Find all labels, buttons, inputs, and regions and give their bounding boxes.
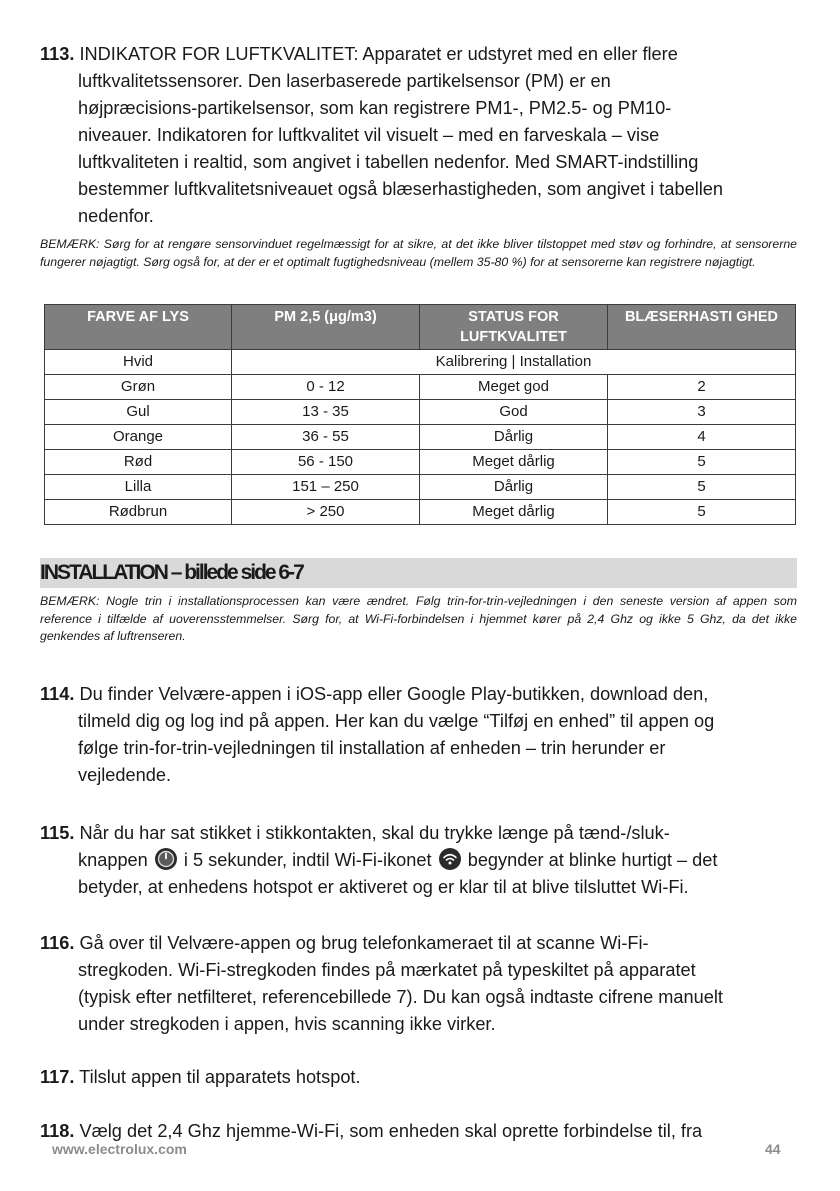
wifi-icon [439, 848, 461, 870]
table-row: Gul 13 - 35 God 3 [45, 400, 796, 425]
air-quality-table [44, 304, 796, 525]
header-air-status: STATUS FOR LUFTKVALITET [420, 305, 608, 350]
page-number: 44 [765, 1141, 781, 1157]
table-row: Hvid Kalibrering | Installation [45, 350, 796, 375]
step-116: 116. Gå over til Velvære-appen og brug telefonkameraet til at scanne Wi-Fi- stregkoden. Wi-Fi-stregkoden findes på mærkatet på typeskiltet på apparatet (typisk efter netfilteret, referencebillede 7). Du kan også indtaste cifrene manuelt under stregkoden i appen, hvis scanning ikke virker. [40, 933, 723, 1034]
table-header-row [45, 305, 796, 350]
section-title-installation: INSTALLATION – billede side 6-7 [40, 558, 797, 588]
table-row: Rød 56 - 150 Meget dårlig 5 [45, 450, 796, 475]
step-114: 114. Du finder Velvære-appen i iOS-app eller Google Play-butikken, download den, tilmeld dig og log ind på appen. Her kan du vælge “Tilføj en enhed” til appen og følge trin-for-trin-vejledningen til installation af enheden – trin herunder er vejledende. [40, 684, 715, 785]
step-number: 116. [40, 933, 75, 953]
header-light-color: FARVE AF LYS [45, 305, 232, 350]
step-number: 115. [40, 823, 75, 843]
note-installation: BEMÆRK: Nogle trin i installationsprocessen kan være ændret. Følg trin-for-trin-vejledningen i den seneste version af appen som reference i tilfælde af uoverensstemmelser. Sørg for, at Wi-Fi-forbindelsen i hjemmet kører på 2,4 Ghz og ikke 5 Ghz, da det ikke genkendes af luftrenseren. [40, 594, 797, 643]
table-row: Grøn 0 - 12 Meget god 2 [45, 375, 796, 400]
power-button-icon [155, 848, 177, 870]
table-row: Rødbrun > 250 Meget dårlig 5 [45, 500, 796, 525]
step-117: 117. Tilslut appen til apparatets hotspot. [40, 1067, 361, 1087]
step-115: 115. Når du har sat stikket i stikkontakten, skal du trykke længe på tænd-/sluk- knappen i 5 sekunder, indtil Wi-Fi-ikonet begynder at blinke hurtigt – det betyder, at enhedens hotspot er aktiveret og er klar til at blive tilsluttet Wi-Fi. [40, 823, 718, 897]
step-number: 118. [40, 1121, 75, 1141]
step-number: 117. [40, 1067, 75, 1087]
step-113: 113. INDIKATOR FOR LUFTKVALITET: Apparatet er udstyret med en eller flere luftkvalitetssensorer. Den laserbaserede partikelsensor (PM) er en højpræcisions-partikelsensor, som kan registrere PM1-, PM2.5- og PM10- niveauer. Indikatoren for luftkvalitet vil visuelt – med en farveskala – vise luftkvaliteten i realtid, som angivet i tabellen nedenfor. Med SMART-indstilling bestemmer luftkvalitetsniveauet også blæserhastigheden, som angivet i tabellen nedenfor. [40, 44, 724, 226]
step-118: 118. Vælg det 2,4 Ghz hjemme-Wi-Fi, som enheden skal oprette forbindelse til, fra [40, 1121, 703, 1141]
note-sensor-cleaning: BEMÆRK: Sørg for at rengøre sensorvinduet regelmæssigt for at sikre, at det ikke bliver tilstoppet med støv og forhindre, at sensorerne fungerer nøjagtigt. Sørg også for, at der er et optimalt fugtighedsniveau (mellem 35-80 %) for at sensorerne kan registrere nøjagtigt. [40, 237, 797, 269]
step-number: 114. [40, 684, 75, 704]
footer-website: www.electrolux.com [52, 1141, 187, 1157]
step-number: 113. [40, 44, 75, 64]
table-row: Orange 36 - 55 Dårlig 4 [45, 425, 796, 450]
header-pm25: PM 2,5 (μg/m3) [232, 305, 420, 350]
header-fan-speed: BLÆSERHASTI GHED [608, 305, 796, 350]
table-row: Lilla 151 – 250 Dårlig 5 [45, 475, 796, 500]
